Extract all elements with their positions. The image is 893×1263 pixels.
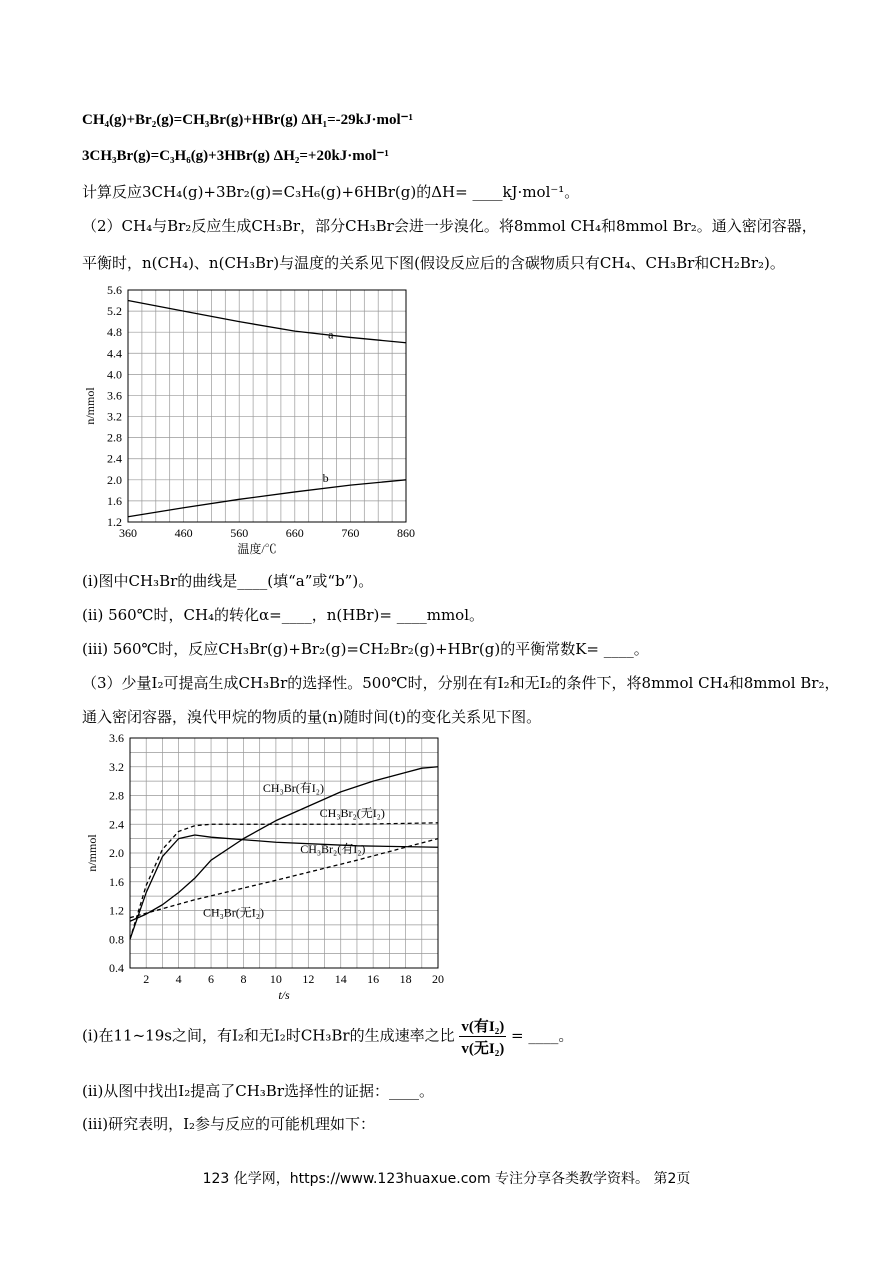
fraction-numerator: v(有I₂) xyxy=(459,1015,506,1037)
series-label: a xyxy=(328,327,334,342)
x-tick-label: 18 xyxy=(399,972,412,986)
x-tick-label: 860 xyxy=(397,526,415,540)
question-3iii: (iii)研究表明，I₂参与反应的可能机理如下： xyxy=(82,1115,376,1133)
y-tick-label: 4.8 xyxy=(107,325,122,340)
x-tick-label: 2 xyxy=(143,972,150,986)
series-label: CH₃Br(有I₂) xyxy=(262,780,324,795)
y-axis-label: n/mmol xyxy=(83,387,97,425)
x-tick-label: 12 xyxy=(302,972,315,986)
x-axis-label: t/s xyxy=(278,988,290,1002)
question-calc: 计算反应3CH₄(g)+3Br₂(g)=C₃H₆(g)+6HBr(g)的ΔH= ____kJ·mol⁻¹。 xyxy=(82,183,580,201)
question-2ii: (ii) 560℃时，CH₄的转化α=____，n(HBr)= ____mmol。 xyxy=(82,606,484,624)
x-tick-label: 460 xyxy=(174,526,193,540)
part3-text-1: （3）少量I₂可提高生成CH₃Br的选择性。500℃时，分别在有I₂和无I₂的条件下，将8mmol CH₄和8mmol Br₂， xyxy=(82,674,840,692)
series-label: CH₃Br₂(有I₂) xyxy=(300,842,366,856)
chart-time xyxy=(82,730,452,1008)
y-tick-label: 2.8 xyxy=(107,430,122,445)
equation-1: CH₄(g)+Br₂(g)=CH₃Br(g)+HBr(g) ΔH₁=-29kJ·mol⁻¹ xyxy=(82,112,414,128)
y-tick-label: 2.8 xyxy=(109,788,124,803)
series-label: CH₃Br₂(无I₂) xyxy=(319,806,385,821)
y-tick-label: 3.2 xyxy=(109,759,124,774)
x-tick-label: 660 xyxy=(285,526,304,540)
y-tick-label: 3.6 xyxy=(109,731,124,745)
y-tick-label: 1.6 xyxy=(109,874,124,889)
y-tick-label: 4.4 xyxy=(107,346,122,361)
rate-ratio-fraction xyxy=(459,1015,506,1058)
x-tick-label: 20 xyxy=(432,972,444,986)
question-3i-prefix: (i)在11~19s之间，有I₂和无I₂时CH₃Br的生成速率之比 xyxy=(82,1026,455,1045)
x-tick-label: 760 xyxy=(341,526,360,540)
question-3i xyxy=(82,1015,573,1058)
x-tick-label: 6 xyxy=(208,972,215,986)
y-tick-label: 3.2 xyxy=(107,409,122,424)
question-3i-suffix: = ____。 xyxy=(510,1026,574,1045)
series-label: CH₃Br(无I₂) xyxy=(202,905,264,920)
fraction-denominator: v(无I₂) xyxy=(461,1041,505,1057)
y-tick-label: 2.0 xyxy=(109,846,124,860)
y-tick-label: 0.4 xyxy=(109,961,124,975)
y-axis-label: n/mmol xyxy=(85,834,99,872)
y-tick-label: 1.2 xyxy=(109,903,124,918)
question-2i: (i)图中CH₃Br的曲线是____(填“a”或“b”)。 xyxy=(82,572,374,590)
part2-text-2: 平衡时，n(CH₄)、n(CH₃Br)与温度的关系见下图(假设反应后的含碳物质只有CH₄、CH₃Br和CH₂Br₂)。 xyxy=(82,254,785,272)
y-tick-label: 1.2 xyxy=(107,515,122,529)
y-tick-label: 0.8 xyxy=(109,932,124,947)
series-line xyxy=(130,835,438,939)
series-label: b xyxy=(322,470,329,485)
x-tick-label: 16 xyxy=(367,972,380,986)
x-tick-label: 10 xyxy=(269,972,282,986)
part2-text-1: （2）CH₄与Br₂反应生成CH₃Br，部分CH₃Br会进一步溴化。将8mmol CH₄和8mmol Br₂。通入密闭容器， xyxy=(82,217,817,235)
x-tick-label: 14 xyxy=(334,972,347,986)
series-line xyxy=(130,823,438,939)
y-tick-label: 5.6 xyxy=(107,283,122,297)
y-tick-label: 2.4 xyxy=(107,451,122,466)
question-2iii: (iii) 560℃时，反应CH₃Br(g)+Br₂(g)=CH₂Br₂(g)+HBr(g)的平衡常数K= ____。 xyxy=(82,640,649,658)
series-line xyxy=(130,839,438,918)
y-tick-label: 5.2 xyxy=(107,304,122,319)
y-tick-label: 2.0 xyxy=(107,472,122,487)
y-tick-label: 1.6 xyxy=(107,493,122,508)
y-tick-label: 3.6 xyxy=(107,388,122,403)
page-footer: 123 化学网，https://www.123huaxue.com 专注分享各类教学资料。 第2页 xyxy=(202,1171,691,1187)
y-tick-label: 2.4 xyxy=(109,817,124,832)
question-3ii: (ii)从图中找出I₂提高了CH₃Br选择性的证据：____。 xyxy=(82,1082,435,1100)
x-tick-label: 8 xyxy=(240,972,247,986)
y-tick-label: 4.0 xyxy=(107,367,122,382)
part3-text-2: 通入密闭容器，溴代甲烷的物质的量(n)随时间(t)的变化关系见下图。 xyxy=(82,708,542,726)
chart-temperature xyxy=(82,282,422,560)
x-tick-label: 4 xyxy=(175,972,182,986)
x-axis-label: 温度/℃ xyxy=(237,542,277,556)
x-tick-label: 360 xyxy=(119,526,137,540)
x-tick-label: 560 xyxy=(230,526,249,540)
equation-2: 3CH₃Br(g)=C₃H₆(g)+3HBr(g) ΔH₂=+20kJ·mol⁻¹ xyxy=(82,148,389,164)
